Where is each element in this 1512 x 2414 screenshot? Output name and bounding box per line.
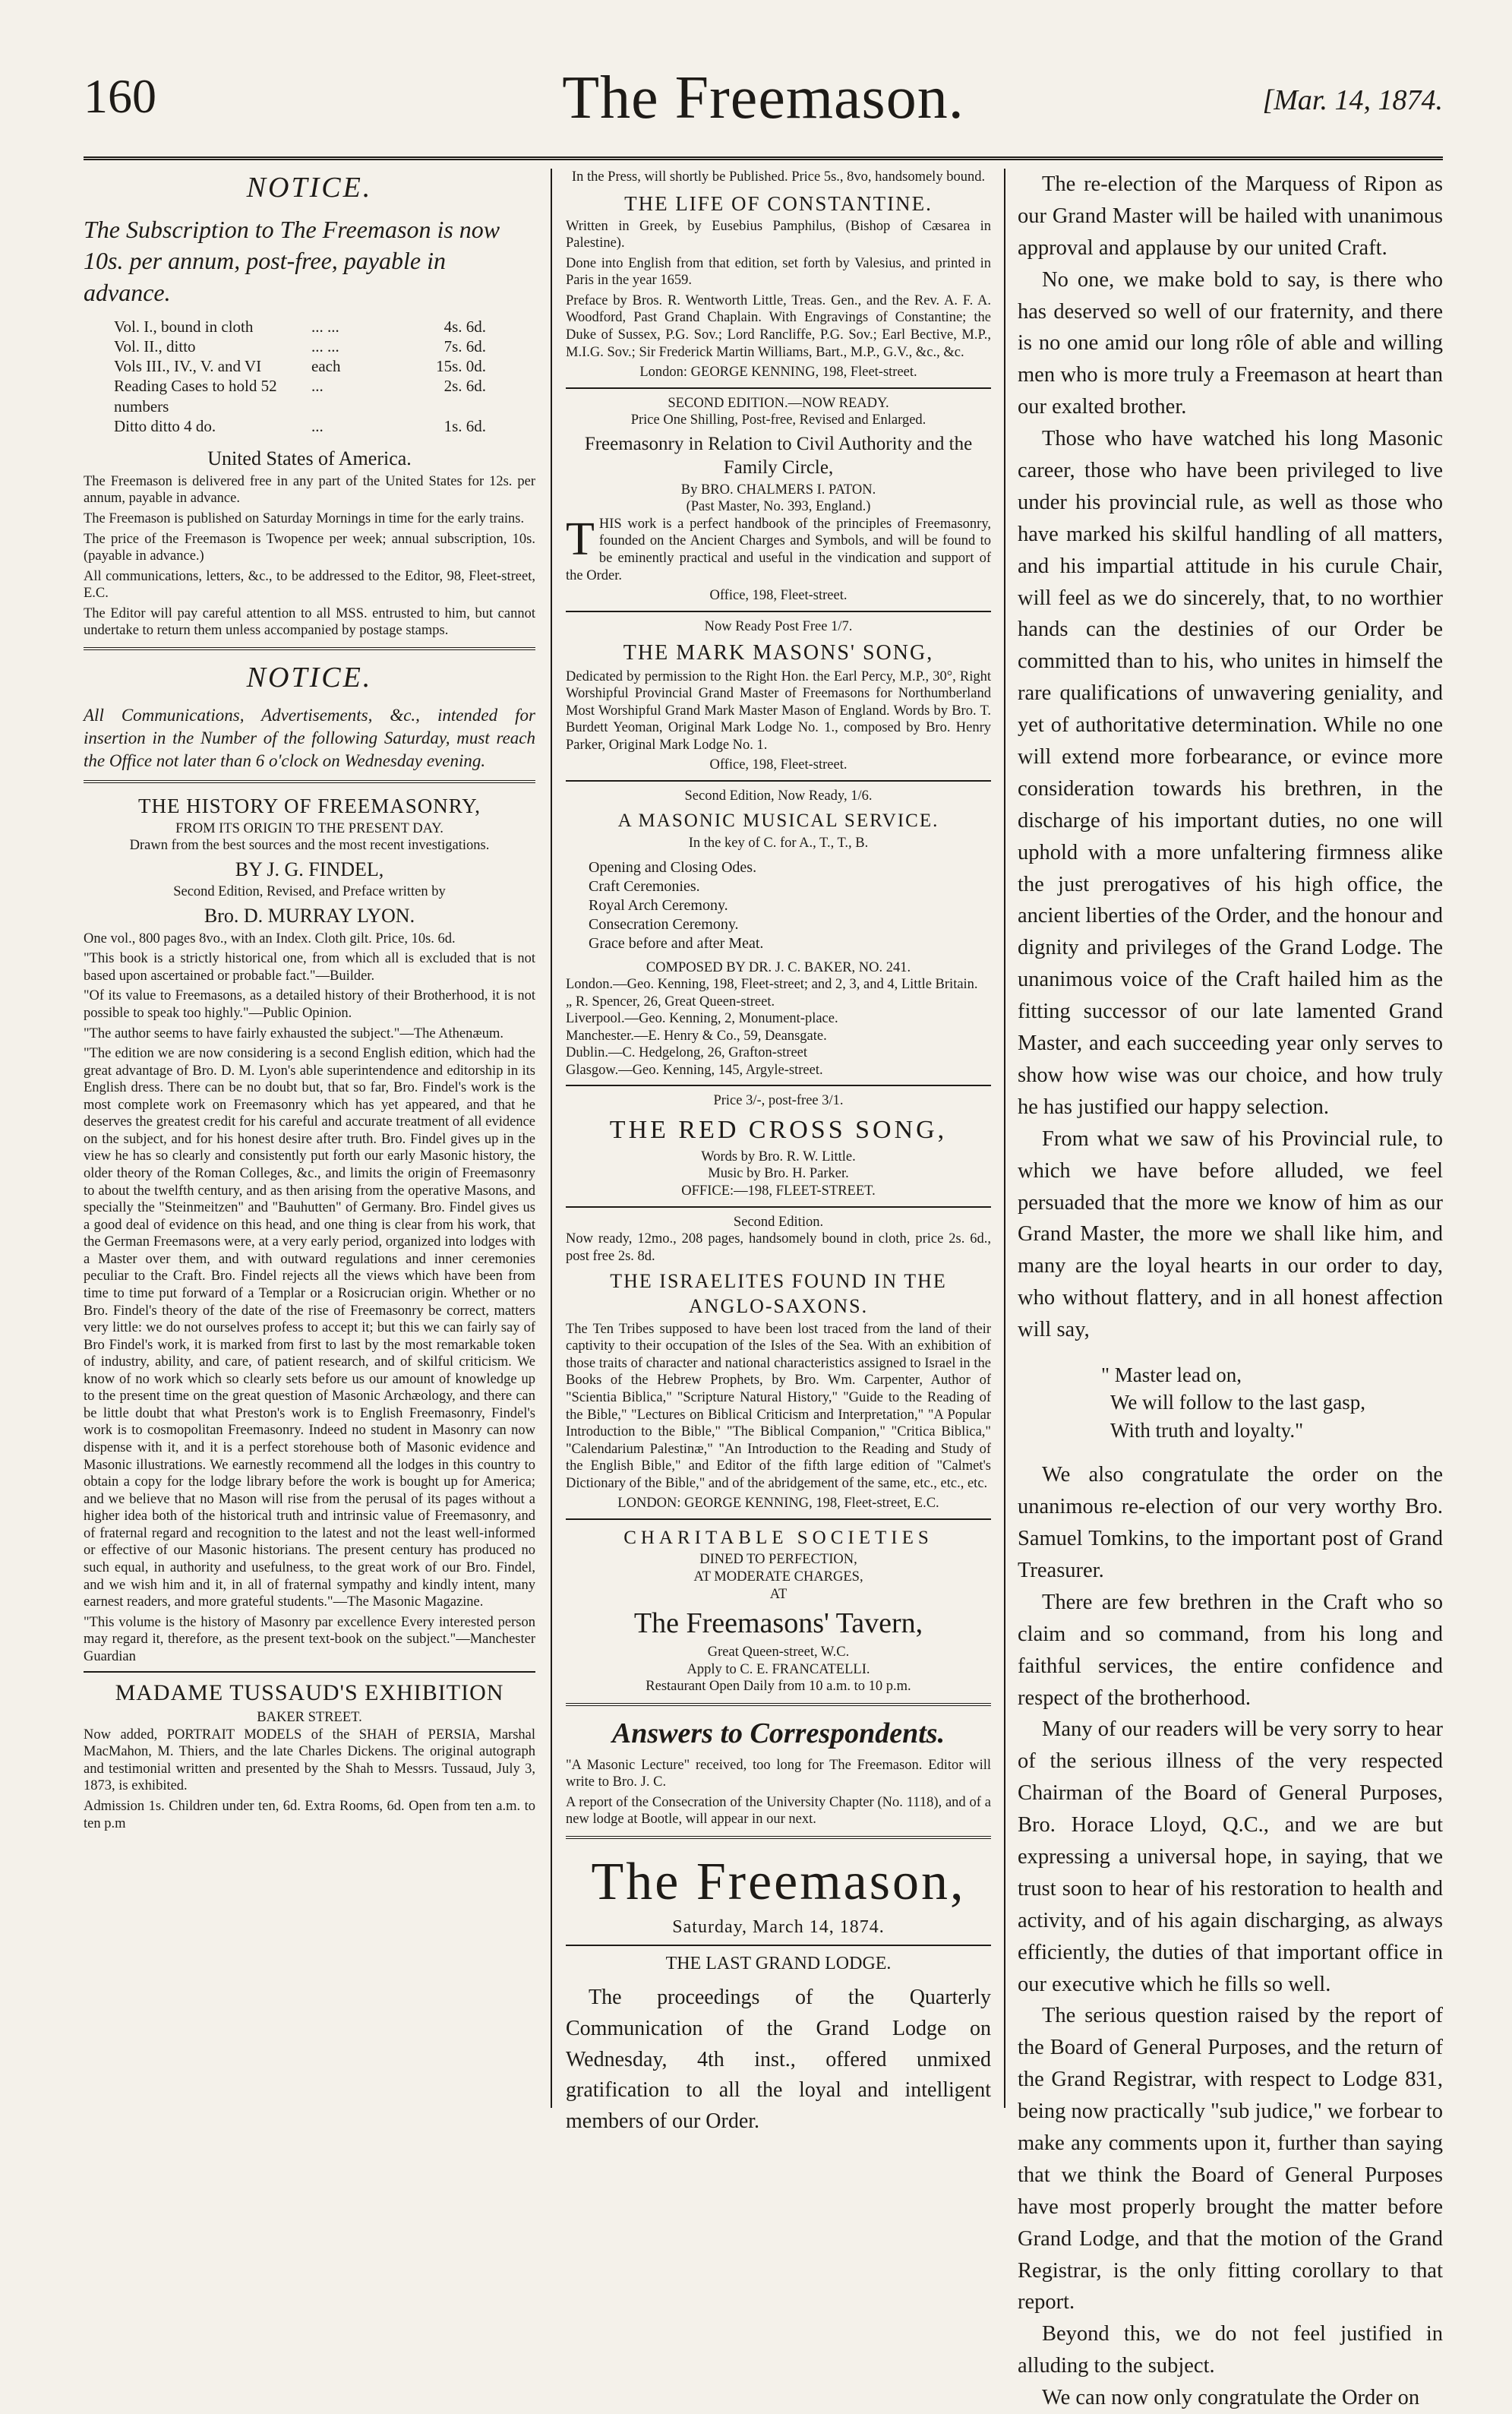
red-cross-title: THE RED CROSS SONG, [609, 1116, 948, 1145]
price-list [84, 317, 535, 437]
review: "This volume is the history of Masonry par excellence Every interested person may regard it, therefore, as the present text-book on the subject."—Manchester Guardian [84, 1614, 535, 1664]
section-rule [566, 1206, 991, 1208]
service-item: Royal Arch Ceremony. [589, 896, 728, 914]
notice-heading: NOTICE. [246, 172, 373, 204]
editorial-paragraph: Beyond this, we do not feel justified in alluding to the subject. [1018, 2322, 1443, 2378]
second-edition: SECOND EDITION.—NOW READY. [668, 395, 889, 411]
verse-line: With truth and loyalty." [1110, 1418, 1304, 1442]
tavern-address: Great Queen-street, W.C. [707, 1644, 850, 1660]
section-rule [566, 611, 991, 612]
history-edition: Second Edition, Revised, and Preface written by [173, 884, 446, 900]
column-1 [84, 169, 535, 2131]
price-value: 15s. 0d. [436, 357, 486, 376]
history-volume: One vol., 800 pages 8vo., with an Index. Cloth gilt. Price, 10s. 6d. [84, 931, 456, 946]
section-rule [566, 387, 991, 389]
tavern-hours: Restaurant Open Daily from 10 a.m. to 10 p.m. [646, 1679, 911, 1695]
mark-song-title: THE MARK MASONS' SONG, [623, 641, 934, 665]
price-item: Vol. I., bound in cloth [114, 317, 254, 336]
editorial-title: The Freemason, [591, 1852, 966, 1911]
service-composer: COMPOSED BY DR. J. C. BAKER, NO. 241. [646, 959, 911, 975]
constantine-para: Done into English from that edition, set forth by Valesius, and printed in Paris in the year 1659. [566, 255, 991, 289]
service-edition: Second Edition, Now Ready, 1/6. [684, 788, 873, 804]
service-key: In the key of C. for A., T., T., B. [688, 835, 869, 851]
editorial-paragraph: Those who have watched his long Masonic career, those who have been privileged to live under his provincial rule, as well as those who have marked his skilful handling of all matters, and his impartial attitude in his curule Chair, will feel as we do sincerely, that, to no worthier hands can the destinies of our Order be committed than to his, who unites in himself the rare qualifications of unwavering geniality, and yet of authoritative determination. While no one will extend more forbearance, or evince more consideration towards his brethren, in the discharge of his important duties, no one will uphold with a more unfaltering firmness alike the just prerogatives of his high office, the ancient liberties of the Order, and the honour and dignity and privileges of the Grand Lodge. The unanimous voice of the Craft hailed him as the fitting successor of our late lamented Grand Master, and each succeeding year only serves to show how wise was our choice, and how truly he has justified our happy selection. [1018, 427, 1443, 1119]
section-rule [566, 1836, 991, 1841]
israel-ready: Now ready, 12mo., 208 pages, handsomely bound in cloth, price 2s. 6d., post free 2s. 8d. [566, 1231, 991, 1264]
service-item: Craft Ceremonies. [589, 877, 700, 895]
charitable-charges: AT MODERATE CHARGES, [693, 1569, 863, 1585]
price-item: Ditto ditto 4 do. [114, 416, 216, 435]
answers-text [566, 1757, 991, 1828]
section-rule [84, 780, 535, 785]
review: "Of its value to Freemasons, as a detailed history of their Brotherhood, it is not possible to speak too highly."—Public Opinion. [84, 988, 535, 1021]
israel-edition: Second Edition. [733, 1214, 824, 1230]
notice-heading: NOTICE. [246, 661, 373, 694]
constantine-text [566, 218, 991, 362]
price-dots: ... [311, 377, 324, 396]
civil-office: Office, 198, Fleet-street. [709, 588, 848, 604]
review: "The edition we are now considering is a second English edition, which had the great advantage of Bro. D. M. Lyon's able superintendence and editorship in its English dress. There can be no doubt but, that so far, Bro. Findel's work is the most complete work on Freemasonry which has yet appeared, and that he deserves the greatest credit for his careful and accurate treatment of all evidence on the subject, and for his honest desire after truth. Bro. Findel gives up in the view he has so clearly and consistently put forth our early Masonic history, the older theory of the Roman Colleges, &c., and limits the origin of Freemasonry to about the twelfth century, and as then arising from the operative Masons, and specially the "Steinmeitzen" and "Bauhutten" of Germany. Bro. Findel gives us a good deal of evidence on this head, and one thing is clear from his work, that the German Freemasons were, at a very early period, organized into lodges with a Master over them, and with outward regulations and inner ceremonies peculiar to the Craft. Bro. Findel rejects all the views which have been from time to time put forward of a Templar or a Rosicrucian origin. Whether or no Bro. Findel's theory of the date of the rise of Freemasonry be correct, matters very little: we do not ourselves profess to accept it; but this we can fairly say of Bro Findel's work, it is marked from first to last by the most remarkable token of industry, ability, and care, of patient research, and of skilful criticism. We know of no work which so clearly sets before us our amount of knowledge up to the present time on the great question of Masonic Archæology, and there can be little doubt that what Preston's work is to English Freemasonry, Findel's work is to cosmopolitan Freemasonry. Indeed no student in Masonry can now dispense with it, and it is a perfect storehouse both of Masonic evidence and Masonic illustrations. We earnestly recommend all the lodges in this country to obtain a copy for the lodge library before the work is bought up for America; and we believe that no Mason will rise from the perusal of its pages without a higher idea both of the historical truth and intrinsic value of Freemasonry, and of fraternal regard and recognition to the latest and not the least well-informed or effective of our Masonic historians. The present century has produced no such equal, in authority and usefulness, to the great work of our Bro. Findel, and we wish him and it, in all of fraternal sympathy and kindly intent, many earnest readers, and more grateful students."—The Masonic Magazine. [84, 1046, 535, 1610]
service-item: Opening and Closing Odes. [589, 858, 757, 876]
editorial-paragraph: Many of our readers will be very sorry to hear of the serious illness of the very respected Chairman of the Board of General Purposes, Bro. Horace Lloyd, Q.C., and we are but expressing a universal hope, in saying, that we trust soon to hear of his restoration to health and activity, and of his again discharging, as always efficiently, the duties of that important office in our executive which he fills so well. [1018, 1717, 1443, 1996]
mark-song-text: Dedicated by permission to the Right Hon. the Earl Percy, M.P., 30°, Right Worshipful Provincial Grand Master of Freemasons for Northumberland Most Worshipful Grand Mark Master Mason of England. Words by Bro. T. Burdett Yeoman, Original Mark Lodge No. 1., composed by Bro. Henry Parker, Original Mark Lodge No. 1. [566, 668, 991, 753]
page-number: 160 [84, 69, 156, 123]
civil-author: By BRO. CHALMERS I. PATON. [680, 482, 876, 498]
last-grand-lodge-text: The proceedings of the Quarterly Communication of the Grand Lodge on Wednesday, 4th inst., offered unmixed gratification to all the loyal and intelligent members of our Order. [566, 1986, 991, 2133]
section-rule [566, 1085, 991, 1086]
masthead [84, 53, 1443, 137]
price-note: Price One Shilling, Post-free, Revised and Enlarged. [630, 412, 926, 428]
usa-notice: The Editor will pay careful attention to all MSS. entrusted to him, but cannot undertake to return them unless accompanied by postage stamps. [84, 605, 535, 639]
price-value: 4s. 6d. [443, 317, 486, 336]
tussaud-subtitle: BAKER STREET. [257, 1710, 362, 1726]
usa-notice: The price of the Freemason is Twopence per week; annual subscription, 10s. (payable in advance.) [84, 531, 535, 564]
redcross-office: OFFICE:—198, FLEET-STREET. [681, 1183, 876, 1199]
column-divider [1004, 169, 1005, 2108]
price-row [114, 356, 535, 376]
verse-line: We will follow to the last gasp, [1110, 1391, 1366, 1414]
price-dots: each [311, 357, 341, 376]
price-row [114, 376, 535, 416]
section-rule [566, 1945, 991, 1946]
history-title: THE HISTORY OF FREEMASONRY, [137, 794, 481, 817]
israelites-text: The Ten Tribes supposed to have been lost traced from the land of their captivity to their occupation of the Isles of the Sea. With an exhibition of those traits of character and national characteristics assigned to Israel in the Books of the Hebrew Prophets, by Bro. Wm. Carpenter, Author of "Scientia Biblica," "Scripture Natural History," "Guide to the Reading of the Bible," "Lectures on Biblical Criticism and Interpretation," "A Popular Introduction to the Bible," "The Biblical Companion," "Critica Biblica," "Calendarium Palestinæ," "An Introduction to the Reading and Study of the English Bible," and Editor of the fifth large edition of "Calmet's Dictionary of the Bible," and of the abridgement of the same, etc., etc., etc. [566, 1321, 991, 1491]
communications-notice: All Communications, Advertisements, &c., intended for insertion in the Number of the following Saturday, must reach the Office not later than 6 o'clock on Wednesday evening. [84, 705, 535, 770]
answers-heading: Answers to Correspondents. [611, 1717, 945, 1749]
mark-office: Office, 198, Fleet-street. [709, 757, 848, 773]
usa-notices [84, 473, 535, 640]
price-item: Vol. II., ditto [114, 337, 196, 355]
tussaud-title: MADAME TUSSAUD'S EXHIBITION [115, 1680, 504, 1706]
price-dots: ... [311, 416, 324, 435]
history-drawn: Drawn from the best sources and the most recent investigations. [129, 838, 490, 854]
price-row [114, 317, 535, 337]
service-agent: „ R. Spencer, 26, Great Queen-street. [566, 994, 775, 1010]
drop-cap: T [566, 513, 595, 565]
editorial-paragraph: We also congratulate the order on the unanimous re-election of our very worthy Bro. Samuel Tomkins, to the important post of Grand Treasurer. [1018, 1463, 1443, 1582]
civil-authority-title: Freemasonry in Relation to Civil Authority and the Family Circle, [584, 433, 973, 479]
price-dots: ... ... [311, 337, 339, 355]
editorial-paragraph: The re-election of the Marquess of Ripon as our Grand Master will be hailed with unanimous approval and applause by our united Craft. [1018, 172, 1443, 260]
israel-publisher: LONDON: GEORGE KENNING, 198, Fleet-street, E.C. [617, 1496, 939, 1512]
verse-quote [1101, 1361, 1443, 1444]
column-3 [1018, 169, 1443, 2410]
price-item: Reading Cases to hold 52 numbers [114, 377, 277, 415]
charitable-at: AT [769, 1586, 788, 1602]
masthead-rule [84, 156, 1443, 163]
editorial-paragraphs-cont [1018, 1459, 1443, 2414]
charitable-title: CHARITABLE SOCIETIES [623, 1527, 933, 1548]
mark-ready: Now Ready Post Free 1/7. [704, 618, 853, 634]
usa-notice: The Freemason is delivered free in any part of the United States for 12s. per annum, payable in advance. [84, 473, 535, 507]
editorial-date: Saturday, March 14, 1874. [672, 1916, 885, 1937]
redcross-music: Music by Bro. H. Parker. [708, 1166, 849, 1182]
constantine-title: THE LIFE OF CONSTANTINE. [624, 191, 933, 215]
service-agent: Manchester.—E. Henry & Co., 59, Deansgate. [566, 1028, 827, 1044]
history-editor: Bro. D. MURRAY LYON. [204, 904, 415, 927]
editorial-paragraph: There are few brethren in the Craft who so claim and so command, from his long and faithful services, the entire confidence and respect of the brotherhood. [1018, 1590, 1443, 1710]
redcross-price: Price 3/-, post-free 3/1. [713, 1093, 844, 1109]
service-item: Grace before and after Meat. [589, 934, 764, 952]
service-agents [566, 976, 991, 1079]
review: "The author seems to have fairly exhausted the subject."—The Athenæum. [84, 1025, 503, 1041]
price-item: Vols III., IV., V. and VI [114, 357, 262, 376]
service-item: Consecration Ceremony. [589, 915, 739, 933]
israelites-title: THE ISRAELITES FOUND IN THE ANGLO-SAXONS. [610, 1270, 947, 1317]
last-grand-lodge-heading: THE LAST GRAND LODGE. [665, 1954, 892, 1974]
service-agent: Liverpool.—Geo. Kenning, 2, Monument-place. [566, 1011, 838, 1027]
column-divider [551, 169, 552, 2108]
answer-para: "A Masonic Lecture" received, too long for The Freemason. Editor will write to Bro. J. C. [566, 1757, 991, 1790]
editorial-paragraph: From what we saw of his Provincial rule, to which we have before alluded, we feel persuaded that the more we know of him as our Grand Master, the more we shall like him, and many are the loyal hearts in our order to day, who without flattery, and in all honest affection will say, [1018, 1126, 1443, 1342]
tussaud-admission: Admission 1s. Children under ten, 6d. Extra Rooms, 6d. Open from ten a.m. to ten p.m [84, 1798, 535, 1831]
tavern-apply: Apply to C. E. FRANCATELLI. [687, 1661, 870, 1677]
editorial-paragraph: No one, we make bold to say, is there who has deserved so well of our fraternity, and there is no one amid our long rôle of able and willing men who is more truly a Freemason at heart than our exalted brother. [1018, 267, 1443, 419]
price-row [114, 337, 535, 356]
tussaud-text: Now added, PORTRAIT MODELS of the SHAH of PERSIA, Marshal MacMahon, M. Thiers, and the late Charles Dickens. The original autograph and testimonial written and presented by the Shah to Messrs. Tussaud, July 3, 1873, is exhibited. [84, 1727, 535, 1794]
price-value: 2s. 6d. [443, 377, 486, 396]
usa-notice: The Freemason is published on Saturday Mornings in time for the early trains. [84, 511, 525, 527]
service-agent: London.—Geo. Kenning, 198, Fleet-street; and 2, 3, and 4, Little Britain. [566, 977, 978, 993]
price-dots: ... ... [311, 317, 339, 336]
editorial-paragraphs [1018, 169, 1443, 1346]
editorial-paragraph: The serious question raised by the report of the Board of General Purposes, and the return of the Grand Registrar, with respect to Lodge 831, being now practically "sub judice," we forbear to make any comments upon it, further than saying that we think the Board of General Purposes have most properly brought the matter before Grand Lodge, and that the motion of the Grand Registrar, is the only fitting corollary to that report. [1018, 2004, 1443, 2314]
tavern-title: The Freemasons' Tavern, [633, 1607, 923, 1640]
subscription-notice: The Subscription to The Freemason is now 10s. per annum, post-free, payable in advance. [84, 215, 500, 307]
editorial-paragraph: We can now only congratulate the Order on [1042, 2386, 1420, 2410]
service-items [566, 858, 991, 953]
usa-notice: All communications, letters, &c., to be addressed to the Editor, 98, Fleet-street, E.C. [84, 568, 535, 602]
section-rule [84, 647, 535, 652]
charitable-dined: DINED TO PERFECTION, [699, 1552, 857, 1568]
history-subtitle: FROM ITS ORIGIN TO THE PRESENT DAY. [175, 820, 443, 836]
review: "This book is a strictly historical one, from which all is excluded that is not based upon ascertained or probable fact."—Builder. [84, 951, 535, 984]
history-reviews [84, 950, 535, 1665]
issue-date: [Mar. 14, 1874. [1262, 84, 1443, 116]
price-row [114, 416, 535, 436]
verse-line: " Master lead on, [1101, 1363, 1242, 1386]
answer-para: A report of the Consecration of the University Chapter (No. 1118), and of a new lodge at Bootle, will appear in our next. [566, 1794, 991, 1828]
section-rule [566, 1518, 991, 1520]
section-rule [566, 1703, 991, 1708]
redcross-words: Words by Bro. R. W. Little. [701, 1149, 856, 1164]
section-rule [566, 780, 991, 782]
price-value: 7s. 6d. [443, 337, 486, 355]
constantine-publisher: London: GEORGE KENNING, 198, Fleet-street. [639, 365, 917, 381]
newspaper-title: The Freemason. [562, 65, 964, 131]
civil-text: HIS work is a perfect handbook of the principles of Freemasonry, founded on the Ancient Charges and Symbols, and will be found to be eminently practical and useful in the vindication and support of the Order. [566, 516, 991, 583]
constantine-para: Preface by Bros. R. Wentworth Little, Treas. Gen., and the Rev. A. F. A. Woodford, Past Grand Chaplain. With Engravings of Constantine; the Duke of Sussex, P.G. Sov.; Lord Rancliffe, P.G. Sov.; Earl Bective, M.P., M.I.G. Sov.; Sir Frederick Martin Williams, Bart., M.P., G.V., &c., &c. [566, 292, 991, 360]
civil-past-master: (Past Master, No. 393, England.) [686, 499, 871, 515]
service-agent: Dublin.—C. Hedgelong, 26, Grafton-street [566, 1045, 808, 1061]
constantine-para: Written in Greek, by Eusebius Pamphilus, (Bishop of Cæsarea in Palestine). [566, 218, 991, 251]
column-2 [566, 169, 991, 2131]
history-author: BY J. G. FINDEL, [235, 858, 384, 880]
usa-heading: United States of America. [207, 447, 412, 470]
musical-service-title: A MASONIC MUSICAL SERVICE. [617, 810, 939, 832]
price-value: 1s. 6d. [443, 416, 486, 435]
press-note: In the Press, will shortly be Published. Price 5s., 8vo, handsomely bound. [571, 169, 986, 185]
service-agent: Glasgow.—Geo. Kenning, 145, Argyle-street. [566, 1062, 823, 1078]
section-rule [84, 1671, 535, 1673]
